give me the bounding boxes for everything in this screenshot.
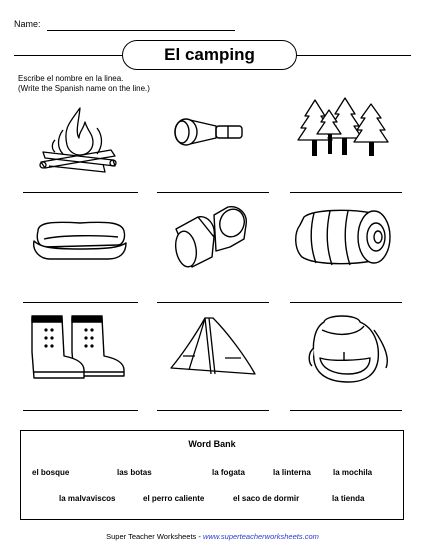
backpack-icon bbox=[300, 308, 395, 388]
hotdog-icon bbox=[30, 215, 130, 265]
answer-line-3[interactable] bbox=[290, 192, 402, 193]
word-bank-item: el bosque bbox=[32, 468, 70, 477]
answer-line-7[interactable] bbox=[23, 410, 138, 411]
word-bank-item: la mochila bbox=[333, 468, 373, 477]
footer bbox=[0, 532, 425, 541]
instructions-english: (Write the Spanish name on the line.) bbox=[18, 84, 150, 93]
answer-line-8[interactable] bbox=[157, 410, 269, 411]
flashlight-icon bbox=[170, 112, 250, 157]
word-bank-item: las botas bbox=[117, 468, 152, 477]
answer-line-1[interactable] bbox=[23, 192, 138, 193]
marshmallows-icon bbox=[170, 203, 260, 273]
word-bank-item: el saco de dormir bbox=[233, 494, 300, 503]
page-title: El camping bbox=[122, 40, 297, 70]
word-bank-item: la tienda bbox=[332, 494, 365, 503]
footer-text: Super Teacher Worksheets - bbox=[106, 532, 203, 541]
answer-line-6[interactable] bbox=[290, 302, 402, 303]
answer-line-9[interactable] bbox=[290, 410, 402, 411]
instructions-spanish: Escribe el nombre en la linea. bbox=[18, 74, 124, 83]
forest-icon bbox=[295, 96, 390, 161]
word-bank-item: la fogata bbox=[212, 468, 245, 477]
answer-line-2[interactable] bbox=[157, 192, 269, 193]
name-answer-line[interactable] bbox=[47, 30, 235, 31]
word-bank-item: el perro caliente bbox=[143, 494, 205, 503]
boots-icon bbox=[28, 312, 128, 387]
word-bank-item: la linterna bbox=[273, 468, 311, 477]
answer-line-5[interactable] bbox=[157, 302, 269, 303]
tent-icon bbox=[165, 312, 265, 382]
word-bank bbox=[20, 430, 404, 520]
sleeping-bag-icon bbox=[290, 205, 400, 270]
word-bank-item: la malvaviscos bbox=[59, 494, 116, 503]
word-bank-title: Word Bank bbox=[188, 439, 236, 449]
answer-line-4[interactable] bbox=[23, 302, 138, 303]
campfire-icon bbox=[35, 100, 125, 175]
footer-link[interactable]: www.superteacherworksheets.com bbox=[202, 532, 319, 541]
instructions bbox=[18, 74, 150, 94]
name-label: Name: bbox=[14, 19, 41, 29]
